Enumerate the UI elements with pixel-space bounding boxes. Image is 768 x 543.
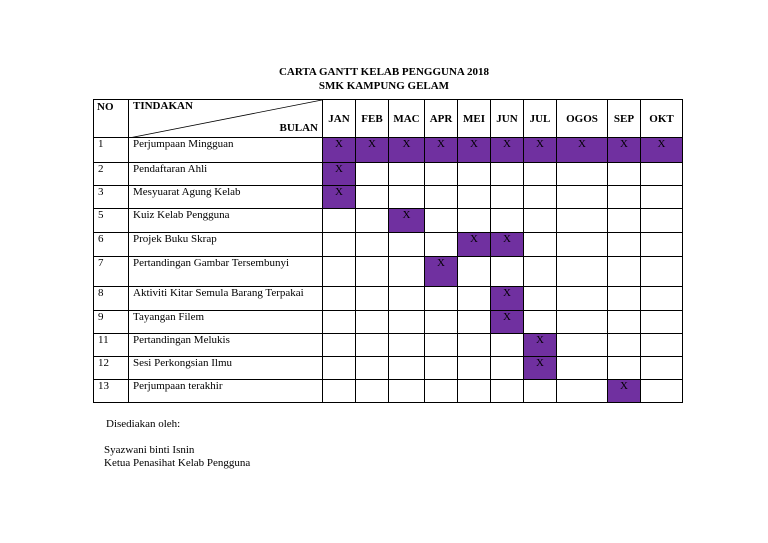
schedule-cell (389, 287, 425, 311)
schedule-cell (425, 186, 458, 209)
schedule-cell (608, 311, 641, 334)
schedule-cell (356, 233, 389, 257)
header-month-feb: FEB (356, 100, 389, 138)
schedule-cell (389, 311, 425, 334)
schedule-cell (356, 380, 389, 403)
schedule-cell (524, 287, 557, 311)
header-month-sep: SEP (608, 100, 641, 138)
row-number: 6 (94, 233, 129, 257)
schedule-cell (323, 380, 356, 403)
schedule-cell (608, 334, 641, 357)
header-month: BULAN (279, 122, 318, 134)
schedule-cell (458, 380, 491, 403)
gantt-table (93, 99, 683, 403)
schedule-cell (557, 209, 608, 233)
schedule-cell (389, 233, 425, 257)
schedule-cell-active: X (389, 138, 425, 163)
row-number: 5 (94, 209, 129, 233)
header-month-jul: JUL (524, 100, 557, 138)
schedule-cell (389, 334, 425, 357)
row-number: 1 (94, 138, 129, 163)
schedule-cell (458, 257, 491, 287)
schedule-cell (458, 209, 491, 233)
schedule-cell (356, 334, 389, 357)
schedule-cell (557, 357, 608, 380)
schedule-cell-active: X (608, 380, 641, 403)
schedule-cell (389, 163, 425, 186)
schedule-cell (491, 334, 524, 357)
header-month-jan: JAN (323, 100, 356, 138)
schedule-cell-active: X (356, 138, 389, 163)
title-line-2: SMK KAMPUNG GELAM (318, 80, 450, 92)
schedule-cell (491, 186, 524, 209)
schedule-cell (458, 186, 491, 209)
table-row (94, 209, 683, 233)
schedule-cell-active: X (425, 138, 458, 163)
schedule-cell (356, 186, 389, 209)
schedule-cell (524, 186, 557, 209)
schedule-cell (389, 257, 425, 287)
schedule-cell-active: X (491, 138, 524, 163)
table-row (94, 138, 683, 163)
schedule-cell (425, 233, 458, 257)
signatory-name: Syazwani binti Isnin (104, 444, 195, 456)
schedule-cell (641, 163, 683, 186)
schedule-cell (641, 380, 683, 403)
row-activity: Pendaftaran Ahli (129, 163, 323, 186)
row-activity: Projek Buku Skrap (129, 233, 323, 257)
schedule-cell (641, 287, 683, 311)
schedule-cell-active: X (323, 163, 356, 186)
schedule-cell-active: X (491, 287, 524, 311)
table-row (94, 380, 683, 403)
schedule-cell (323, 257, 356, 287)
schedule-cell (641, 209, 683, 233)
schedule-cell (608, 233, 641, 257)
prepared-by-label: Disediakan oleh: (106, 418, 181, 430)
schedule-cell-active: X (458, 233, 491, 257)
row-activity: Sesi Perkongsian Ilmu (129, 357, 323, 380)
row-activity: Perjumpaan terakhir (129, 380, 323, 403)
schedule-cell (641, 257, 683, 287)
schedule-cell-active: X (389, 209, 425, 233)
row-number: 2 (94, 163, 129, 186)
schedule-cell (491, 163, 524, 186)
schedule-cell (425, 311, 458, 334)
header-month-apr: APR (425, 100, 458, 138)
schedule-cell (641, 311, 683, 334)
row-activity: Pertandingan Melukis (129, 334, 323, 357)
schedule-cell (641, 186, 683, 209)
signatory-position: Ketua Penasihat Kelab Pengguna (104, 457, 251, 469)
schedule-cell (356, 311, 389, 334)
row-activity: Perjumpaan Mingguan (129, 138, 323, 163)
schedule-cell (524, 257, 557, 287)
row-activity: Tayangan Filem (129, 311, 323, 334)
schedule-cell-active: X (524, 334, 557, 357)
schedule-cell (608, 186, 641, 209)
schedule-cell (323, 311, 356, 334)
schedule-cell-active: X (608, 138, 641, 163)
header-month-jun: JUN (491, 100, 524, 138)
table-row (94, 186, 683, 209)
table-row (94, 163, 683, 186)
header-activity-cell (129, 100, 323, 138)
schedule-cell (389, 186, 425, 209)
schedule-cell (491, 209, 524, 233)
schedule-cell-active: X (524, 138, 557, 163)
row-number: 11 (94, 334, 129, 357)
header-row (94, 100, 683, 138)
header-month-okt: OKT (641, 100, 683, 138)
schedule-cell-active: X (491, 233, 524, 257)
schedule-cell (557, 233, 608, 257)
schedule-cell (557, 287, 608, 311)
row-activity: Pertandingan Gambar Tersembunyi (129, 257, 323, 287)
row-number: 9 (94, 311, 129, 334)
row-number: 13 (94, 380, 129, 403)
schedule-cell-active: X (323, 186, 356, 209)
schedule-cell-active: X (458, 138, 491, 163)
schedule-cell (524, 380, 557, 403)
schedule-cell (458, 334, 491, 357)
schedule-cell (323, 357, 356, 380)
schedule-cell (425, 287, 458, 311)
schedule-cell (356, 257, 389, 287)
schedule-cell (491, 357, 524, 380)
schedule-cell (356, 357, 389, 380)
schedule-cell (608, 209, 641, 233)
schedule-cell-active: X (641, 138, 683, 163)
row-number: 7 (94, 257, 129, 287)
schedule-cell (557, 380, 608, 403)
schedule-cell (389, 380, 425, 403)
row-activity: Kuiz Kelab Pengguna (129, 209, 323, 233)
schedule-cell (557, 257, 608, 287)
schedule-cell (458, 311, 491, 334)
schedule-cell (458, 357, 491, 380)
schedule-cell (524, 209, 557, 233)
header-no: NO (94, 100, 129, 138)
schedule-cell (323, 209, 356, 233)
table-row (94, 311, 683, 334)
schedule-cell-active: X (323, 138, 356, 163)
schedule-cell-active: X (557, 138, 608, 163)
schedule-cell-active: X (491, 311, 524, 334)
schedule-cell (458, 287, 491, 311)
schedule-cell-active: X (425, 257, 458, 287)
row-activity: Mesyuarat Agung Kelab (129, 186, 323, 209)
schedule-cell (425, 209, 458, 233)
schedule-cell (425, 380, 458, 403)
schedule-cell (641, 334, 683, 357)
schedule-cell (491, 257, 524, 287)
schedule-cell (557, 311, 608, 334)
header-activity: TINDAKAN (133, 100, 193, 112)
schedule-cell-active: X (524, 357, 557, 380)
row-number: 12 (94, 357, 129, 380)
title-line-1: CARTA GANTT KELAB PENGGUNA 2018 (278, 66, 490, 78)
table-row (94, 357, 683, 380)
document-title (0, 65, 768, 93)
schedule-cell (356, 209, 389, 233)
table-row (94, 257, 683, 287)
header-month-mei: MEI (458, 100, 491, 138)
schedule-cell (557, 163, 608, 186)
schedule-cell (524, 311, 557, 334)
table-row (94, 287, 683, 311)
row-number: 3 (94, 186, 129, 209)
schedule-cell (425, 163, 458, 186)
schedule-cell (425, 334, 458, 357)
schedule-cell (524, 233, 557, 257)
schedule-cell (524, 163, 557, 186)
schedule-cell (323, 233, 356, 257)
header-month-ogos: OGOS (557, 100, 608, 138)
schedule-cell (641, 357, 683, 380)
schedule-cell (608, 287, 641, 311)
schedule-cell (491, 380, 524, 403)
schedule-cell (608, 357, 641, 380)
schedule-cell (641, 233, 683, 257)
schedule-cell (323, 287, 356, 311)
schedule-cell (356, 287, 389, 311)
row-activity: Aktiviti Kitar Semula Barang Terpakai (129, 287, 323, 311)
schedule-cell (458, 163, 491, 186)
schedule-cell (356, 163, 389, 186)
schedule-cell (389, 357, 425, 380)
row-number: 8 (94, 287, 129, 311)
table-row (94, 334, 683, 357)
schedule-cell (608, 257, 641, 287)
schedule-cell (608, 163, 641, 186)
schedule-cell (425, 357, 458, 380)
schedule-cell (557, 334, 608, 357)
table-row (94, 233, 683, 257)
header-month-mac: MAC (389, 100, 425, 138)
schedule-cell (323, 334, 356, 357)
schedule-cell (557, 186, 608, 209)
